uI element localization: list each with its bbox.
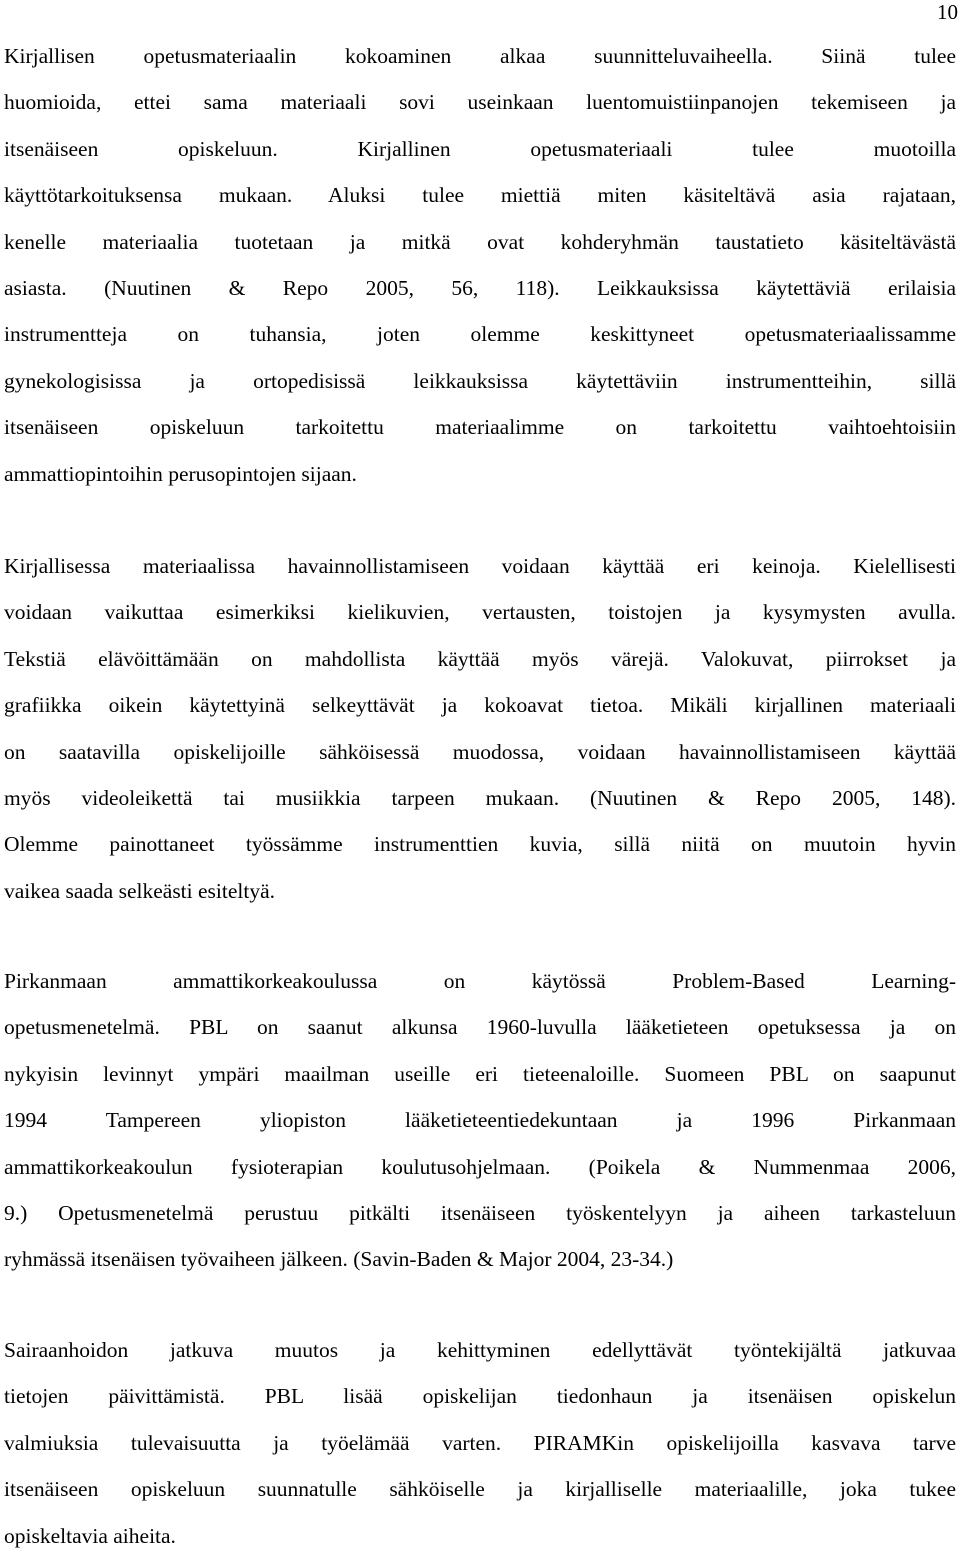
text-line: Sairaanhoidon jatkuva muutos ja kehittyminen edellyttävät työntekijältä jatkuvaa [4, 1338, 956, 1362]
text-line: grafiikka oikein käytettyinä selkeyttävät ja kokoavat tietoa. Mikäli kirjallinen materiaali [4, 693, 956, 718]
text-line: myös videoleikettä tai musiikkia tarpeen mukaan. (Nuutinen & Repo 2005, 148). [4, 785, 956, 810]
text-line: ammattikorkeakoulun fysioterapian koulutusohjelmaan. (Poikela & Nummenmaa 2006, [4, 1154, 956, 1179]
text-line: opetusmenetelmä. PBL on saanut alkunsa 1960-luvulla lääketieteen opetuksessa ja on [4, 1015, 956, 1040]
text-line: voidaan vaikuttaa esimerkiksi kielikuvien, vertausten, toistojen ja kysymysten avulla. [4, 600, 956, 625]
text-line: Olemme painottaneet työssämme instrumenttien kuvia, sillä niitä on muutoin hyvin [4, 832, 956, 857]
paragraph-problem-based-learning [4, 958, 956, 1283]
text-line: 1994 Tampereen yliopiston lääketieteentiedekuntaan ja 1996 Pirkanmaan [4, 1108, 956, 1133]
text-line: asiasta. (Nuutinen & Repo 2005, 56, 118). Leikkauksissa käytettäviä erilaisia [4, 275, 956, 300]
text-line: Kirjallisen opetusmateriaalin kokoaminen alkaa suunnitteluvaiheella. Siinä tulee [4, 44, 956, 68]
text-line: vaikea saada selkeästi esiteltyä. [4, 878, 276, 903]
text-line: huomioida, ettei sama materiaali sovi useinkaan luentomuistiinpanojen tekemiseen ja [4, 90, 956, 115]
text-line: nykyisin levinnyt ympäri maailman useille eri tieteenaloille. Suomeen PBL on saapunut [4, 1061, 956, 1086]
text-line: kenelle materiaalia tuotetaan ja mitkä ovat kohderyhmän taustatieto käsiteltävästä [4, 229, 956, 254]
text-line: itsenäiseen opiskeluun tarkoitettu materiaalimme on tarkoitettu vaihtoehtoisiin [4, 415, 956, 440]
text-line: gynekologisissa ja ortopedisissä leikkauksissa käytettäviin instrumentteihin, sillä [4, 368, 956, 393]
text-line: itsenäiseen opiskeluun. Kirjallinen opetusmateriaali tulee muotoilla [4, 136, 956, 161]
text-line: Kirjallisessa materiaalissa havainnollistamiseen voidaan käyttää eri keinoja. Kielellisesti [4, 554, 956, 578]
text-line: itsenäiseen opiskeluun suunnatulle sähköiselle ja kirjalliselle materiaalille, joka tukee [4, 1477, 956, 1502]
text-line: opiskeltavia aiheita. [4, 1523, 176, 1548]
text-line: tietojen päivittämistä. PBL lisää opiskelijan tiedonhaun ja itsenäisen opiskelun [4, 1384, 956, 1409]
text-line: 9.) Opetusmenetelmä perustuu pitkälti itsenäiseen työskentelyyn ja aiheen tarkasteluun [4, 1200, 956, 1225]
text-line: ammattiopintoihin perusopintojen sijaan. [4, 461, 357, 486]
text-line: on saatavilla opiskelijoille sähköisessä muodossa, voidaan havainnollistamiseen käyttää [4, 739, 956, 764]
text-line: Pirkanmaan ammattikorkeakoulussa on käytössä Problem-Based Learning- [4, 969, 956, 993]
page-number: 10 [937, 0, 958, 24]
text-line: Tekstiä elävöittämään on mahdollista käyttää myös värejä. Valokuvat, piirrokset ja [4, 646, 956, 671]
paragraph-visualization-methods [4, 543, 956, 914]
text-line: ryhmässä itsenäisen työvaiheen jälkeen. (Savin-Baden & Major 2004, 23-34.) [4, 1247, 674, 1272]
text-line: käyttötarkoituksensa mukaan. Aluksi tulee miettiä miten käsiteltävä asia rajataan, [4, 183, 956, 208]
paragraph-nursing-continuous-learning [4, 1327, 956, 1559]
text-line: valmiuksia tulevaisuutta ja työelämää varten. PIRAMKin opiskelijoilla kasvava tarve [4, 1430, 956, 1455]
text-line: instrumentteja on tuhansia, joten olemme keskittyneet opetusmateriaalissamme [4, 322, 956, 347]
paragraph-course-material-planning [4, 33, 956, 497]
